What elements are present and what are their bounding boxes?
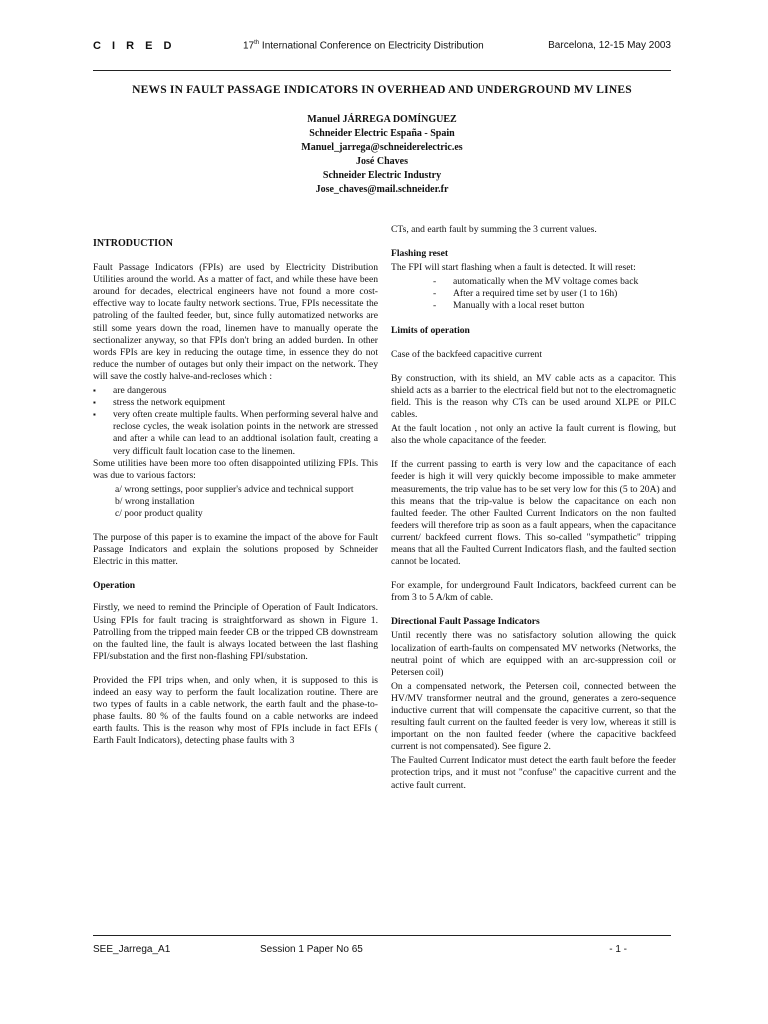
factor-list bbox=[93, 484, 378, 520]
paragraph: Firstly, we need to remind the Principle of Operation of Fault Indicators. Using FPIs for fault tracing is straightforward as shown in Figure 1. Patrolling from the tripped main feeder CB or the tripped CB downstream on the faulted line, the fault is always located between the last flashing FPI/substation and the first non-flashing FPI/substation. bbox=[93, 602, 378, 662]
paragraph: On a compensated network, the Petersen coil, connected between the HV/MV transformer neutral and the ground, generates a zero-sequence inductive current that will compensate the capacitive current, so that the resulting fault current on the faulted feeder is very low, whereas it still is important on the non faulted feeder (where the capacitive backfeed current is not compensated). See figure 2. bbox=[391, 680, 676, 753]
paper-reference: SEE_Jarrega_A1 bbox=[93, 944, 171, 955]
list-item: - automatically when the MV voltage comes back bbox=[391, 276, 676, 288]
section-heading-flashing-reset: Flashing reset bbox=[391, 248, 449, 260]
paper-title: NEWS IN FAULT PASSAGE INDICATORS IN OVERHEAD AND UNDERGROUND MV LINES bbox=[132, 84, 632, 96]
page-header bbox=[93, 40, 671, 54]
paragraph: Provided the FPI trips when, and only when, it is supposed to this is indeed an easy way to perform the fault localization routine. There are two types of faults in a cable network, the earth fault and the phase-to-phase faults. 80 % of the faults found on a cable networks are indeed earth faults. This is the reason why most of FPIs include in fact EFIs ( Earth Fault Indicators), detecting phase faults with 3 bbox=[93, 674, 378, 747]
list-item: a/ wrong settings, poor supplier's advice and technical support bbox=[115, 483, 354, 495]
author-name: José Chaves bbox=[356, 156, 408, 167]
paragraph: For example, for underground Fault Indicators, backfeed current can be from 3 to 5 A/km of cable. bbox=[391, 580, 676, 604]
left-column bbox=[93, 224, 378, 759]
section-heading-directional: Directional Fault Passage Indicators bbox=[391, 616, 540, 628]
paragraph: The Faulted Current Indicator must detect the earth fault before the feeder protection trips, and it must not "confuse" the capacitive current and the active fault current. bbox=[391, 755, 676, 791]
page-number: - 1 - bbox=[609, 944, 627, 955]
conference-name: 17th International Conference on Electricity Distribution bbox=[243, 40, 484, 52]
author-name: Manuel JÁRREGA DOMÍNGUEZ bbox=[307, 114, 457, 125]
author-block bbox=[93, 113, 671, 197]
section-heading-operation: Operation bbox=[93, 580, 136, 592]
bullet-list bbox=[93, 385, 378, 458]
dash-list bbox=[391, 276, 676, 312]
list-item: c/ poor product quality bbox=[115, 507, 203, 519]
author-email: Manuel_jarrega@schneiderelectric.es bbox=[301, 142, 463, 153]
paragraph: If the current passing to earth is very low and the capacitance of each feeder is high it will very quickly become impossible to make ammeter measurements, the trip value has to be set very low for this (5 to 20A) and this means that the trip-value is below the capacitance on each non faulted feeder. The other Faulted Current Indicators on the non faulted feeders will therefore trip as soon as a fault appears, when the capacitance current/ backfeed current flows. This so-called "sympathetic" tripping means that all the Faulted Current Indicators flash, and the faulted section cannot be located. bbox=[391, 459, 676, 568]
list-item: - After a required time set by user (1 to 16h) bbox=[391, 288, 676, 300]
paragraph: Case of the backfeed capacitive current bbox=[391, 348, 543, 360]
right-column bbox=[391, 224, 676, 804]
list-item: ▪ very often create multiple faults. When performing several halve and reclose cycles, the weak isolation points in the network are stressed and after a while can lead to an addtional isolation fault, creating a very difficult fault location case to the linemen. bbox=[93, 409, 378, 457]
header-divider bbox=[93, 70, 671, 71]
paragraph: CTs, and earth fault by summing the 3 current values. bbox=[391, 224, 597, 235]
paragraph: By construction, with its shield, an MV cable acts as a capacitor. This shield acts as a barrier to the electrical field but not to the electromagnetic field. This is the reason why CTs can be used around XLPE or PILC cables. bbox=[391, 372, 676, 421]
page-footer bbox=[93, 944, 671, 958]
author-email: Jose_chaves@mail.schneider.fr bbox=[315, 184, 449, 195]
list-item: ▪ are dangerous bbox=[93, 385, 378, 397]
list-item: b/ wrong installation bbox=[115, 495, 195, 507]
author-affiliation: Schneider Electric Industry bbox=[322, 170, 442, 181]
list-item: ▪ stress the network equipment bbox=[93, 397, 378, 409]
paragraph: Some utilities have been more too often disappointed utilizing FPIs. This was due to various factors: bbox=[93, 457, 378, 481]
paragraph: At the fault location , not only an active Ia fault current is flowing, but also the whole capacitance of the feeder. bbox=[391, 423, 676, 447]
paragraph: The FPI will start flashing when a fault is detected. It will reset: bbox=[391, 262, 636, 274]
paragraph: Fault Passage Indicators (FPIs) are used by Electricity Distribution Utilities around the world. As a matter of fact, and while these have been around for decades, electrical engineers have not found a more cost-effective way to locate faulty network sections. True, FPIs necessitate the patroling of the faulted feeder, but, since fully automatized networks are still some years down the road, linemen have to manually operate the sectionalizer anyway, so that FPIs don't bring an added burden. In other words FPIs are key in reducing the outage time, in essence they do not reduce the number of outages but only their impact on the network. They will save the costly halve-and-recloses which : bbox=[93, 262, 378, 382]
section-heading-introduction: INTRODUCTION bbox=[93, 238, 174, 249]
author-affiliation: Schneider Electric España - Spain bbox=[309, 128, 455, 139]
list-item: - Manually with a local reset button bbox=[391, 300, 676, 312]
paragraph: The purpose of this paper is to examine the impact of the above for Fault Passage Indicators and explain the solutions proposed by Schneider Electric in this matter. bbox=[93, 532, 378, 568]
footer-divider bbox=[93, 935, 671, 936]
session-info: Session 1 Paper No 65 bbox=[260, 944, 363, 955]
conference-location: Barcelona, 12-15 May 2003 bbox=[548, 40, 671, 51]
section-heading-limits: Limits of operation bbox=[391, 324, 470, 336]
cired-logo: C I R E D bbox=[93, 40, 176, 52]
paragraph: Until recently there was no satisfactory solution allowing the quick localization of earth-faults on compensated MV networks (Networks, the neutral point of which are equipped with an arc-suppression coil or Petersen coil) bbox=[391, 630, 676, 678]
